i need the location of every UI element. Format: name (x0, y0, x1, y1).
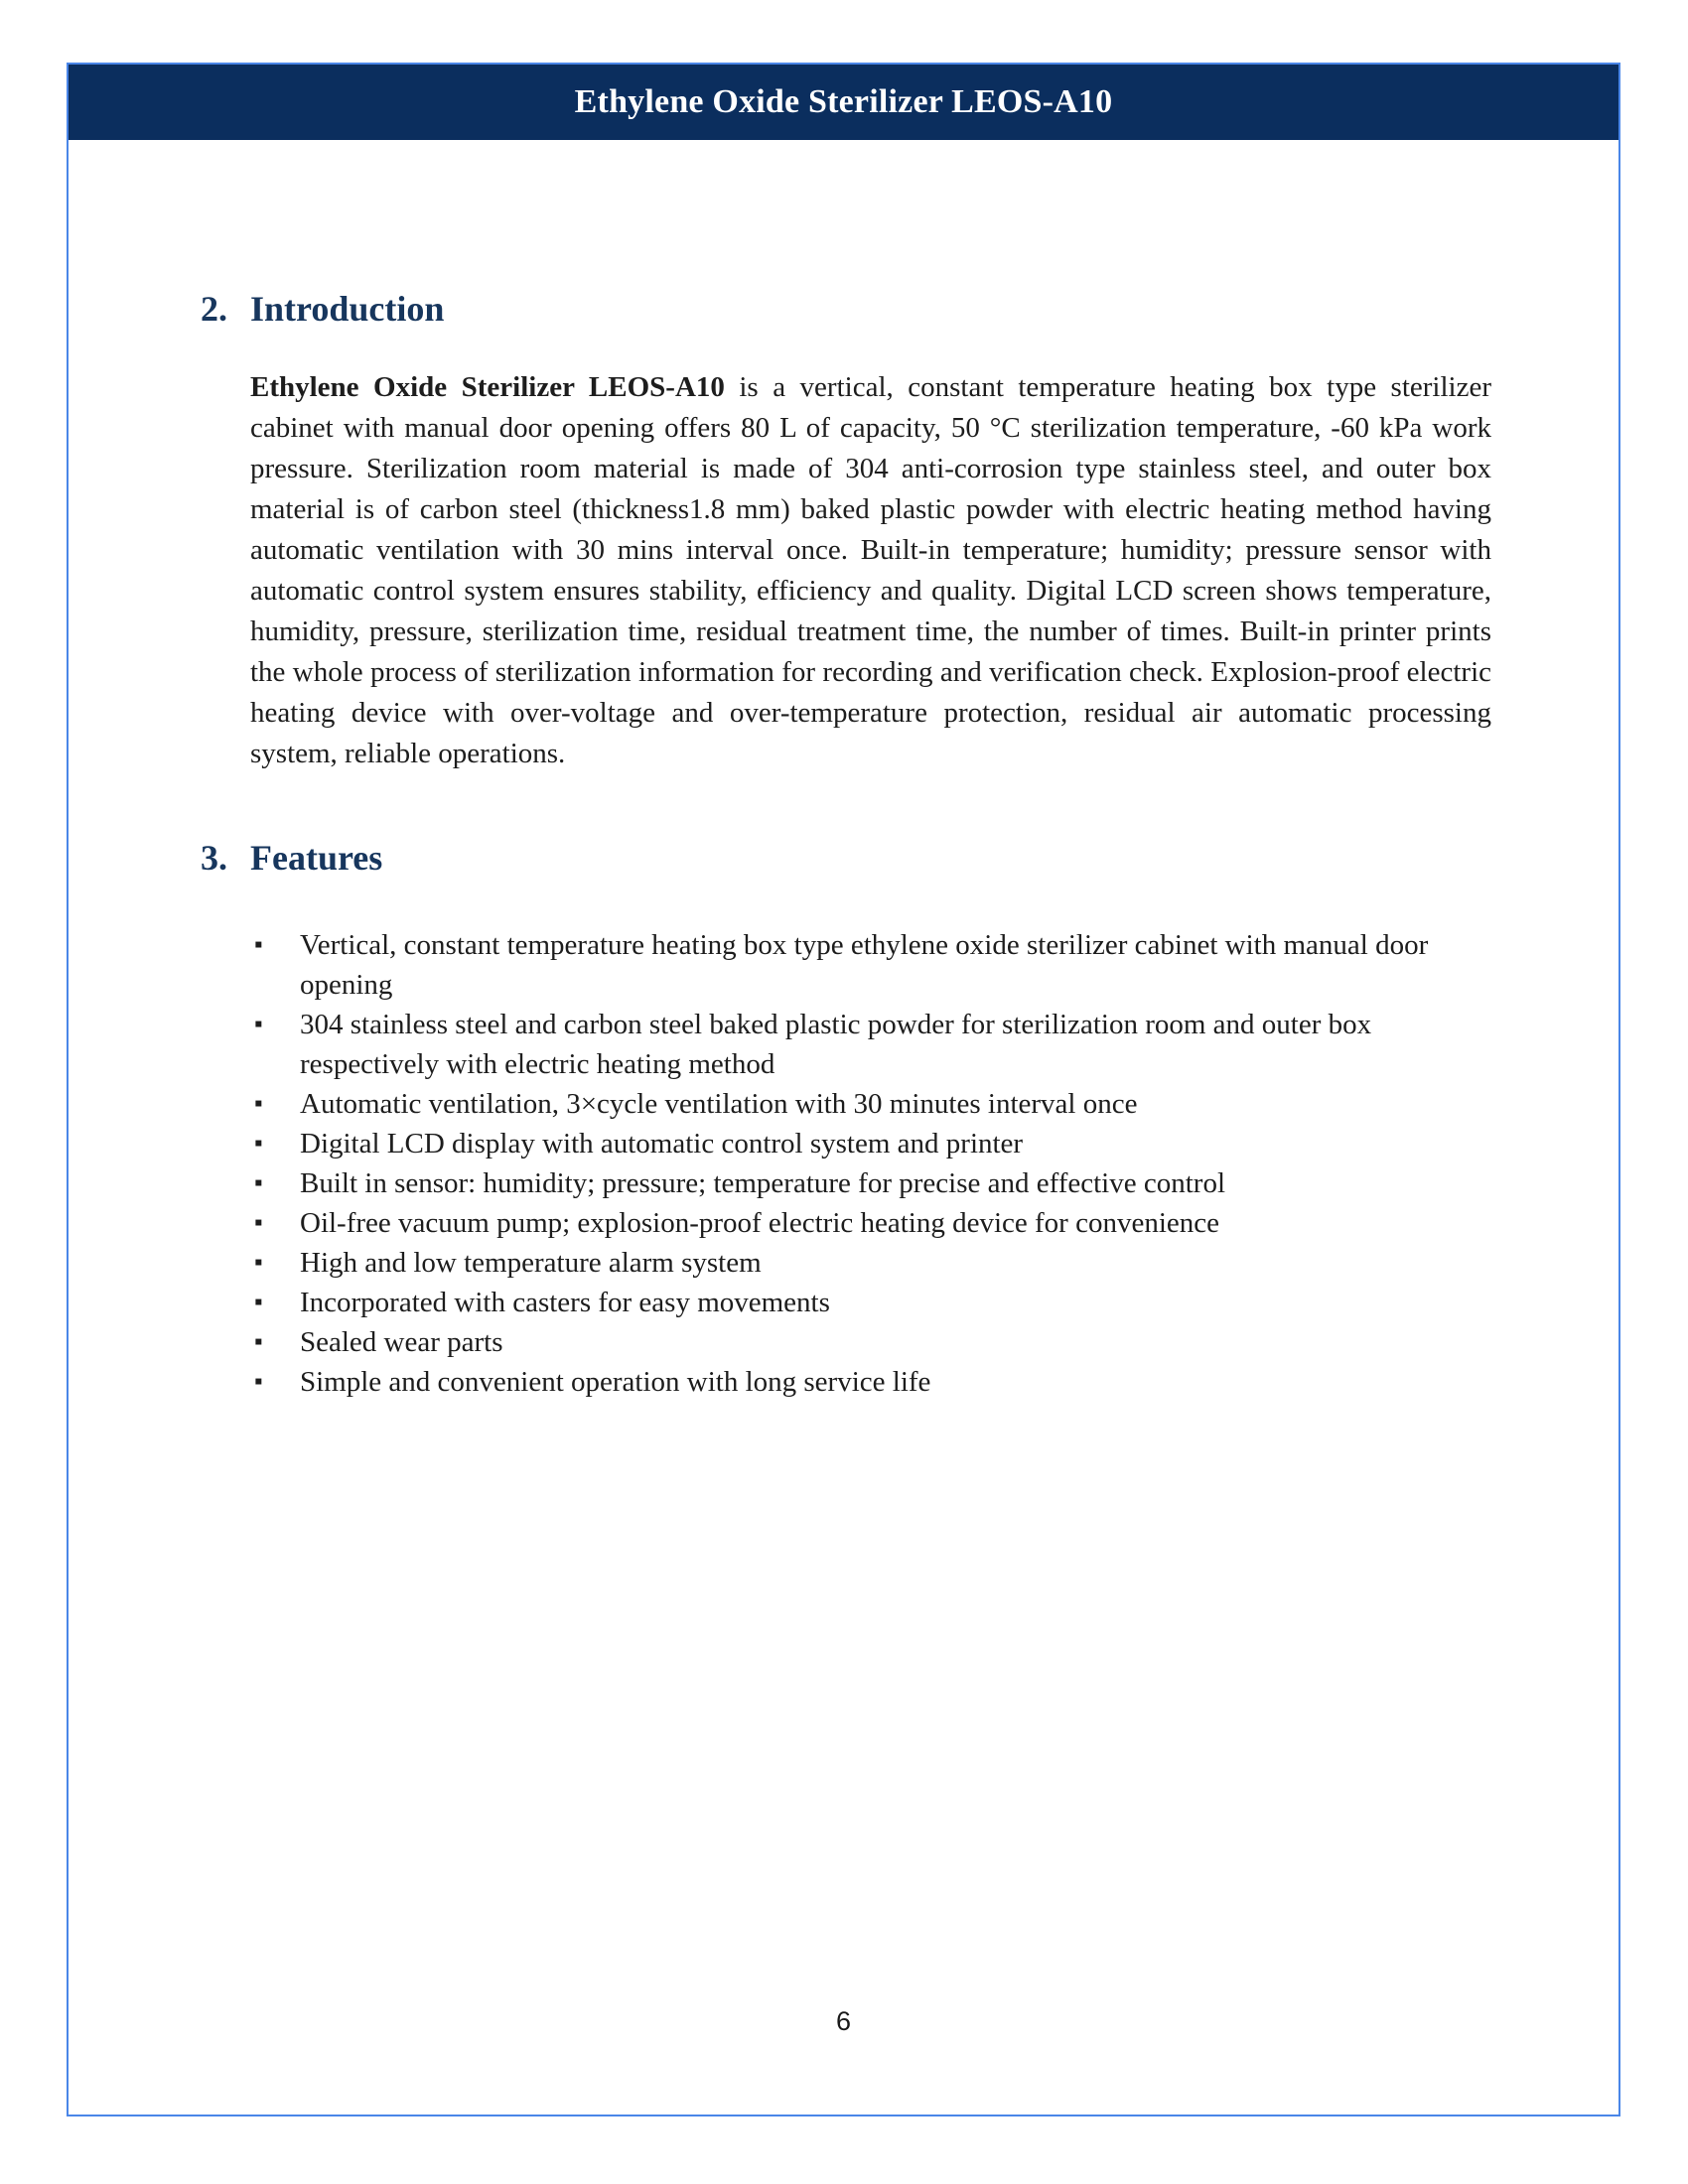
page-content (69, 287, 1618, 1402)
section-heading-features (201, 836, 1491, 880)
feature-item: ▪ Vertical, constant temperature heating box type ethylene oxide sterilizer cabinet with manual door opening (201, 925, 1491, 1005)
document-page (67, 63, 1620, 2116)
feature-item: ▪ High and low temperature alarm system (201, 1243, 1491, 1283)
page-header-title: Ethylene Oxide Sterilizer LEOS-A10 (574, 83, 1113, 120)
feature-item: ▪ Simple and convenient operation with long service life (201, 1362, 1491, 1402)
section-number: 2. (201, 289, 227, 329)
feature-item: ▪ Sealed wear parts (201, 1322, 1491, 1362)
feature-item: ▪ Incorporated with casters for easy movements (201, 1283, 1491, 1322)
feature-item: ▪ 304 stainless steel and carbon steel baked plastic powder for sterilization room and outer box respectively with electric heating method (201, 1005, 1491, 1084)
introduction-body-text: is a vertical, constant temperature heating box type sterilizer cabinet with manual door opening offers 80 L of capacity, 50 °C sterilization temperature, -60 kPa work pressure. Sterilization room material is made of 304 anti-corrosion type stainless steel, and outer box material is of carbon steel (thickness1.8 mm) baked plastic powder with electric heating method having automatic ventilation with 30 mins interval once. Built-in temperature; humidity; pressure sensor with automatic control system ensures stability, efficiency and quality. Digital LCD screen shows temperature, humidity, pressure, sterilization time, residual treatment time, the number of times. Built-in printer prints the whole process of sterilization information for recording and verification check. Explosion-proof electric heating device with over-voltage and over-temperature protection, residual air automatic processing system, reliable operations. (250, 371, 1491, 769)
section-title: Introduction (250, 289, 445, 329)
page-number: 6 (835, 2006, 852, 2036)
feature-item: ▪ Automatic ventilation, 3×cycle ventilation with 30 minutes interval once (201, 1084, 1491, 1124)
feature-item: ▪ Digital LCD display with automatic control system and printer (201, 1124, 1491, 1163)
introduction-paragraph (250, 367, 1491, 774)
feature-item: ▪ Built in sensor: humidity; pressure; temperature for precise and effective control (201, 1163, 1491, 1203)
page-header-bar (69, 65, 1618, 140)
features-list (201, 925, 1491, 1402)
feature-item: ▪ Oil-free vacuum pump; explosion-proof electric heating device for convenience (201, 1203, 1491, 1243)
section-heading-introduction (201, 287, 1491, 331)
section-title: Features (250, 838, 383, 878)
introduction-bold-lead: Ethylene Oxide Sterilizer LEOS-A10 (250, 371, 725, 403)
section-number: 3. (201, 838, 227, 878)
